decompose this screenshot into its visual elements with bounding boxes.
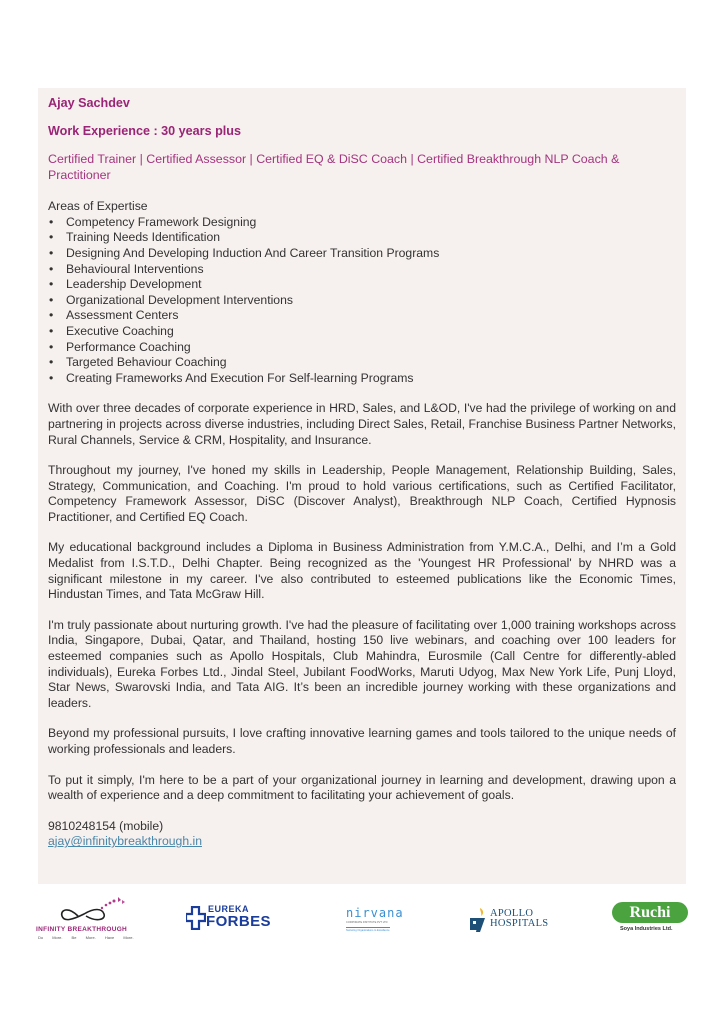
nirvana-subtitle: CORPORATE INSTITUTE PVT LTD	[346, 921, 388, 924]
bullet-icon: •	[49, 308, 54, 323]
nirvana-title: nirvana	[346, 906, 404, 920]
bullet-icon: •	[49, 292, 54, 307]
client-logos	[0, 892, 724, 952]
ruchi-subtitle: Soya Industries Ltd.	[620, 926, 673, 932]
phone-number: 9810248154 (mobile)	[48, 818, 164, 833]
list-item-label: Organizational Development Interventions	[66, 292, 293, 307]
eureka-forbes-logo	[186, 904, 296, 934]
list-item-label: Targeted Behaviour Coaching	[66, 355, 227, 370]
certifications: Certified Trainer | Certified Assessor | Certified EQ & DiSC Coach | Certified Breakthrough NLP Coach & Practitioner	[48, 152, 620, 183]
list-item	[48, 371, 676, 387]
list-item	[48, 262, 676, 278]
eureka-line2: FORBES	[206, 913, 271, 930]
infinity-breakthrough-logo	[36, 896, 136, 944]
list-item-label: Leadership Development	[66, 277, 202, 292]
profile-name: Ajay Sachdev	[48, 96, 130, 110]
list-item	[48, 355, 676, 371]
plus-cross-icon	[186, 906, 206, 930]
apollo-line2: HOSPITALS	[490, 918, 549, 929]
contact-block	[48, 819, 676, 850]
list-item-label: Creating Frameworks And Execution For Self-learning Programs	[66, 370, 414, 385]
eureka-line1: EUREKA	[208, 904, 250, 914]
nirvana-logo	[344, 906, 404, 936]
bullet-icon: •	[49, 355, 54, 370]
ruchi-title: Ruchi	[612, 902, 688, 923]
bullet-icon: •	[49, 214, 54, 229]
list-item	[48, 277, 676, 293]
bullet-icon: •	[49, 245, 54, 260]
email-link[interactable]: ajay@infinitybreakthrough.in	[48, 834, 202, 849]
list-item-label: Assessment Centers	[66, 308, 179, 323]
paragraph-achievements: I'm truly passionate about nurturing growth. I've had the pleasure of facilitating over 1,000 training workshops across India, Singapore, Dubai, Qatar, and Thailand, hosting 150 live webinars, and coaching over 100 leaders for esteemed companies such as Apollo Hospitals, Club Mahindra, Eurosmile (Call Centre for differently-abled individuals), Eureka Forbes Ltd., Jindal Steel, Jubilant FoodWorks, Maruti Udyog, Max New York Life, Punj Lloyd, Star News, Swarovski India, and Tata AIG. It’s been an incredible journey working with these organizations and leaders.	[48, 617, 676, 710]
paragraph-interests: Beyond my professional pursuits, I love crafting innovative learning games and tools tailored to the unique needs of working professionals and leaders.	[48, 726, 676, 756]
bullet-icon: •	[49, 323, 54, 338]
paragraph-experience: With over three decades of corporate experience in HRD, Sales, and L&OD, I've had the privilege of working on and partnering in projects across diverse industries, including Direct Sales, Retail, Franchise Business Partner Networks, Rural Channels, Service & CRM, Hospitality, and Insurance.	[48, 401, 676, 447]
apollo-hospitals-logo	[468, 906, 568, 936]
work-experience: Work Experience : 30 years plus	[48, 123, 241, 138]
apollo-torch-icon	[468, 906, 490, 934]
list-item	[48, 230, 676, 246]
infinity-tagline: Do More. Be More. Have More.	[38, 935, 134, 940]
list-item	[48, 308, 676, 324]
list-item-label: Executive Coaching	[66, 323, 174, 338]
list-item-label: Performance Coaching	[66, 339, 191, 354]
profile-card	[38, 88, 686, 884]
apollo-line1: APOLLO	[490, 908, 534, 919]
bullet-icon: •	[49, 370, 54, 385]
bullet-icon: •	[49, 277, 54, 292]
bullet-icon: •	[49, 339, 54, 354]
list-item	[48, 324, 676, 340]
nirvana-tagline: Nurturing Organizations to Excellence	[346, 929, 390, 932]
list-item	[48, 215, 676, 231]
infinity-title: INFINITY BREAKTHROUGH	[36, 926, 128, 933]
list-item	[48, 246, 676, 262]
list-item-label: Competency Framework Designing	[66, 214, 257, 229]
infinity-butterflies-icon	[36, 896, 136, 926]
list-item-label: Behavioural Interventions	[66, 261, 204, 276]
paragraph-skills: Throughout my journey, I've honed my skills in Leadership, People Management, Relationship Building, Sales, Strategy, Communication, and Coaching. I'm proud to hold various certifications, such as Certified Facilitator, Competency Framework Assessor, DiSC (Discover Analyst), Breakthrough NLP Coach, Certified Hypnosis Practitioner, and Certified EQ Coach.	[48, 463, 676, 524]
ruchi-logo	[610, 902, 690, 942]
paragraph-education: My educational background includes a Diploma in Business Administration from Y.M.C.A., Delhi, and I’m a Gold Medalist from I.S.T.D., Delhi Chapter. Being recognized as the 'Youngest HR Professional' by NHRD was a significant milestone in my career. I've also contributed to esteemed publications like the Economic Times, Hindustan Times, and Tata McGraw Hill.	[48, 540, 676, 602]
list-item-label: Training Needs Identification	[66, 230, 221, 245]
list-item-label: Designing And Developing Induction And Career Transition Programs	[66, 245, 440, 260]
list-item	[48, 340, 676, 356]
expertise-title: Areas of Expertise	[48, 199, 148, 214]
paragraph-summary: To put it simply, I'm here to be a part of your organizational journey in learning and development, drawing upon a wealth of experience and a deep commitment to facilitating your achievement of goals.	[48, 772, 676, 803]
bullet-icon: •	[49, 230, 54, 245]
list-item	[48, 293, 676, 309]
expertise-list	[48, 215, 676, 387]
bullet-icon: •	[49, 261, 54, 276]
